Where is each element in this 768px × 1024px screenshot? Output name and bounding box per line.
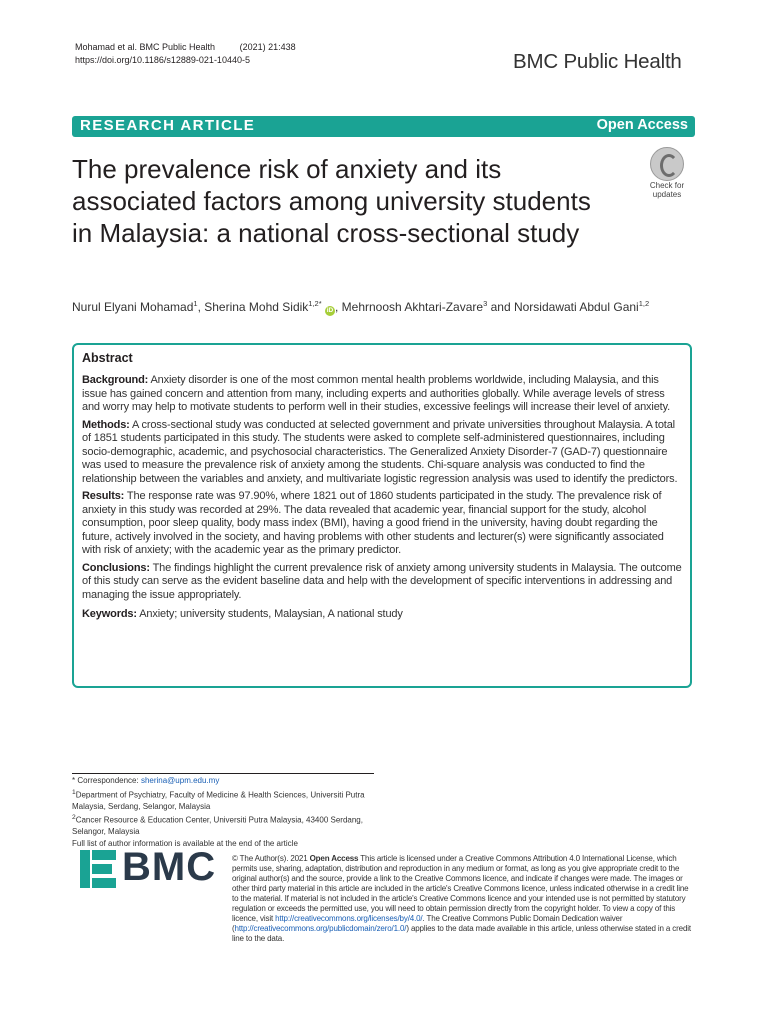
correspondence [72, 775, 382, 787]
results-label: Results: [82, 490, 125, 502]
methods-text: A cross-sectional study was conducted at selected government and private universities throughout Malaysia. A total of 1851 students participated in this study. The students were asked to complete self-administered questionnaires, including socio-demographic, academic, and psychosocial characteristics. The Generalized Anxiety Disorder-7 (GAD-7) questionnaire was used to measure the prevalence risk of anxiety among the students. Chi-square analysis was conducted to find the relationship between the variables and anxiety, and multivariate logistic regression analysis was used to identify the predictors. [82, 418, 678, 485]
conclusions-text: The findings highlight the current prevalence risk of anxiety among university students in Malaysia. The outcome of this study can serve as the evident baseline data and help with the development of specific interventions in addressing and managing the issue appropriately. [82, 561, 682, 601]
abstract-conclusions [82, 562, 682, 603]
footnotes [72, 775, 382, 849]
keywords-text: Anxiety; university students, Malaysian, A national study [136, 608, 403, 620]
journal-name: BMC Public Health [513, 50, 682, 73]
affiliation-text: Department of Psychiatry, Faculty of Medicine & Health Sciences, Universiti Putra Malaysia, Serdang, Selangor, Malaysia [72, 790, 365, 811]
citation-authors: Mohamad et al. BMC Public Health [75, 42, 216, 52]
licence-statement [232, 854, 692, 944]
bmc-mark-icon [80, 850, 116, 888]
licence-link[interactable]: http://creativecommons.org/licenses/by/4.0/ [275, 914, 423, 923]
author-name[interactable]: Norsidawati Abdul Gani [513, 300, 639, 314]
check-updates-line1: Check for [649, 181, 685, 190]
article-title: The prevalence risk of anxiety and its associated factors among university students in Malaysia: a national cross-sectional study [72, 154, 591, 248]
affiliation-sup: 1 [72, 788, 76, 796]
author-conjunction: and [490, 300, 511, 314]
author-affiliation-sup: 1,2* [308, 299, 322, 308]
abstract-results [82, 490, 682, 558]
abstract-methods [82, 419, 682, 487]
abstract-heading: Abstract [82, 351, 133, 365]
correspondence-email-link[interactable]: sherina@upm.edu.my [140, 776, 220, 785]
affiliation-1 [72, 787, 382, 813]
author-list: Nurul Elyani Mohamad$^1$, Sherina Mohd Sidik$^{1,2*}$ iD , Mehrnoosh Akhtari-Zavare$^3$ and Norsidawati Abdul Gani$^{1,2}$ [72, 299, 650, 314]
check-updates-icon [650, 147, 684, 181]
licence-open-access: Open Access [309, 854, 359, 863]
bmc-wordmark: BMC [122, 845, 217, 889]
citation-year: (2021) 21:438 [239, 42, 296, 52]
conclusions-label: Conclusions: [82, 561, 150, 574]
author-name[interactable]: Sherina Mohd Sidik [204, 300, 309, 314]
author-affiliation-sup: 1 [193, 299, 198, 308]
public-domain-link[interactable]: http://creativecommons.org/publicdomain/zero/1.0/ [234, 924, 407, 933]
methods-label: Methods: [82, 418, 130, 431]
results-text: The response rate was 97.90%, where 1821 out of 1860 students participated in the study. The prevalence risk of anxiety in this study was recorded at 29%. The data revealed that academic year, financial support for the study, alcohol consumption, poor sleep quality, body mass index (BMI), having a good friend in the university, having doubt regarding the future, actively involved in the society, and having problems with other students and lecturer(s) were significantly associated with risk of anxiety; with the academic year as the primary predictor. [82, 490, 664, 556]
background-text: Anxiety disorder is one of the most common mental health problems worldwide, including Malaysia, and this issue has gained concern and attention from many, including experts and authorities globally. While average levels of stress and worry may help to motivate students to perform well in their studies, excessive feelings will increase their level of anxiety. [82, 374, 671, 413]
check-updates-line2: updates [652, 190, 682, 199]
citation-line [75, 41, 300, 54]
footnote-divider [72, 773, 374, 774]
bmc-logo [80, 845, 220, 890]
affiliation-sup: 2 [72, 814, 76, 822]
licence-copyright: © The Author(s). 2021 [232, 854, 310, 863]
abstract-box [72, 343, 692, 688]
affiliation-2 [72, 812, 382, 838]
affiliation-text: Cancer Resource & Education Center, Universiti Putra Malaysia, 43400 Serdang, Selangor, Malaysia [72, 815, 363, 837]
running-header [75, 41, 300, 67]
background-label: Background: [82, 374, 149, 386]
licence-text: This article is licensed under a Creative Commons Attribution 4.0 International License, which permits use, sharing, adaptation, distribution and reproduction in any medium or format, as long as you give appropriate credit to the original author(s) and the source, provide a link to the Creative Commons licence, and indicate if changes were made. The images or other third party material in this article are included in the article's Creative Commons licence, unless indicated otherwise in a credit line to the material. If material is not included in the article's Creative Commons licence and your intended use is not permitted by statutory regulation or exceeds the permitted use, you will need to obtain permission directly from the copyright holder. To view a copy of this licence, visit [232, 854, 689, 923]
article-type-banner [72, 116, 695, 137]
full-list-note: Full list of author information is available at the end of the article [72, 838, 298, 848]
author-affiliation-sup: 1,2 [638, 299, 650, 308]
abstract-background [82, 374, 682, 415]
licence-text: . The Creative Commons Public Domain Dedication waiver ( [232, 914, 623, 933]
orcid-icon[interactable]: iD [326, 307, 334, 314]
licence-text: ) applies to the data made available in this article, unless otherwise stated in a credit line to the data. [232, 924, 691, 943]
check-for-updates-badge[interactable] [642, 147, 692, 202]
open-access-label: Open Access [596, 117, 688, 133]
author-affiliation-sup: 3 [483, 299, 488, 308]
author-name[interactable]: Mehrnoosh Akhtari-Zavare [341, 300, 484, 314]
doi-link[interactable]: https://doi.org/10.1186/s12889-021-10440-5 [75, 55, 250, 65]
article-type: RESEARCH ARTICLE [80, 117, 256, 134]
author-name[interactable]: Nurul Elyani Mohamad [72, 300, 194, 314]
correspondence-label: * Correspondence: [72, 776, 141, 785]
keywords-label: Keywords: [82, 608, 137, 620]
abstract-keywords [82, 608, 682, 622]
